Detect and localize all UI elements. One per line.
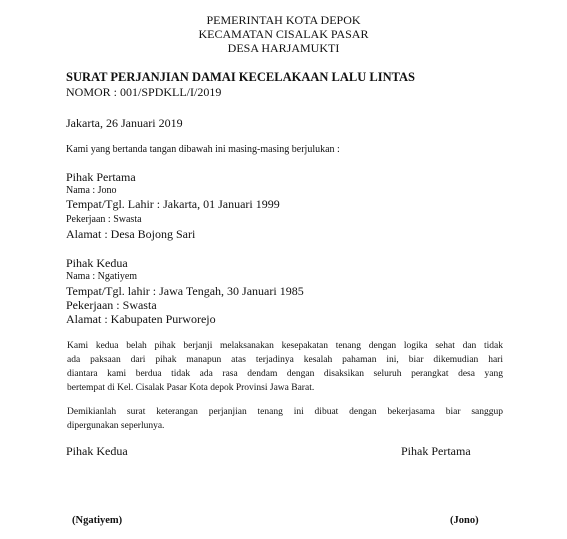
party-one-address: Alamat : Desa Bojong Sari (66, 227, 196, 241)
signature-right-label: Pihak Pertama (401, 444, 471, 458)
agreement-line: ada paksaan dari pihak manapun atas terjadinya kesalah pahaman ini, biar dikemudian hari (67, 355, 503, 365)
document-title: SURAT PERJANJIAN DAMAI KECELAKAAN LALU LINTAS (66, 70, 415, 84)
party-one-name: Nama : Jono (66, 185, 117, 196)
closing-line: dipergunakan seperlunya. (67, 421, 165, 431)
agreement-line: Kami kedua belah pihak berjanji melaksanakan kesepakatan tenang dengan logika sehat dan tidak (67, 341, 503, 351)
intro-text: Kami yang bertanda tangan dibawah ini masing-masing berjulukan : (66, 144, 340, 155)
document-number: NOMOR : 001/SPDKLL/I/2019 (66, 85, 222, 99)
party-two-address: Alamat : Kabupaten Purworejo (66, 312, 216, 326)
agreement-line: bertempat di Kel. Cisalak Pasar Kota depok Provinsi Jawa Barat. (67, 383, 315, 393)
closing-paragraph (67, 405, 503, 433)
party-one-occupation: Pekerjaan : Swasta (66, 214, 142, 225)
closing-line: Demikianlah surat keterangan perjanjian tenang ini dibuat dengan bekerjasama biar sanggup (67, 407, 503, 417)
signature-left-name: (Ngatiyem) (72, 515, 123, 526)
signature-right-name: (Jono) (450, 515, 479, 526)
header-line-village: DESA HARJAMUKTI (227, 41, 340, 55)
header-line-district: KECAMATAN CISALAK PASAR (198, 27, 369, 41)
letter-date: Jakarta, 26 Januari 2019 (66, 116, 183, 130)
party-two-birth: Tempat/Tgl. lahir : Jawa Tengah, 30 Januari 1985 (66, 284, 304, 298)
party-two-heading: Pihak Kedua (66, 256, 128, 270)
party-two-name: Nama : Ngatiyem (66, 271, 138, 282)
signature-left-label: Pihak Kedua (66, 444, 128, 458)
header-line-government: PEMERINTAH KOTA DEPOK (206, 13, 361, 27)
agreement-paragraph (67, 339, 503, 395)
agreement-line: diantara kami berdua tidak ada rasa dendam dengan disaksikan seluruh perangkat desa yang (67, 369, 503, 379)
party-one-birth: Tempat/Tgl. Lahir : Jakarta, 01 Januari 1999 (66, 197, 280, 211)
party-two-occupation: Pekerjaan : Swasta (66, 298, 157, 312)
party-one-heading: Pihak Pertama (66, 170, 136, 184)
